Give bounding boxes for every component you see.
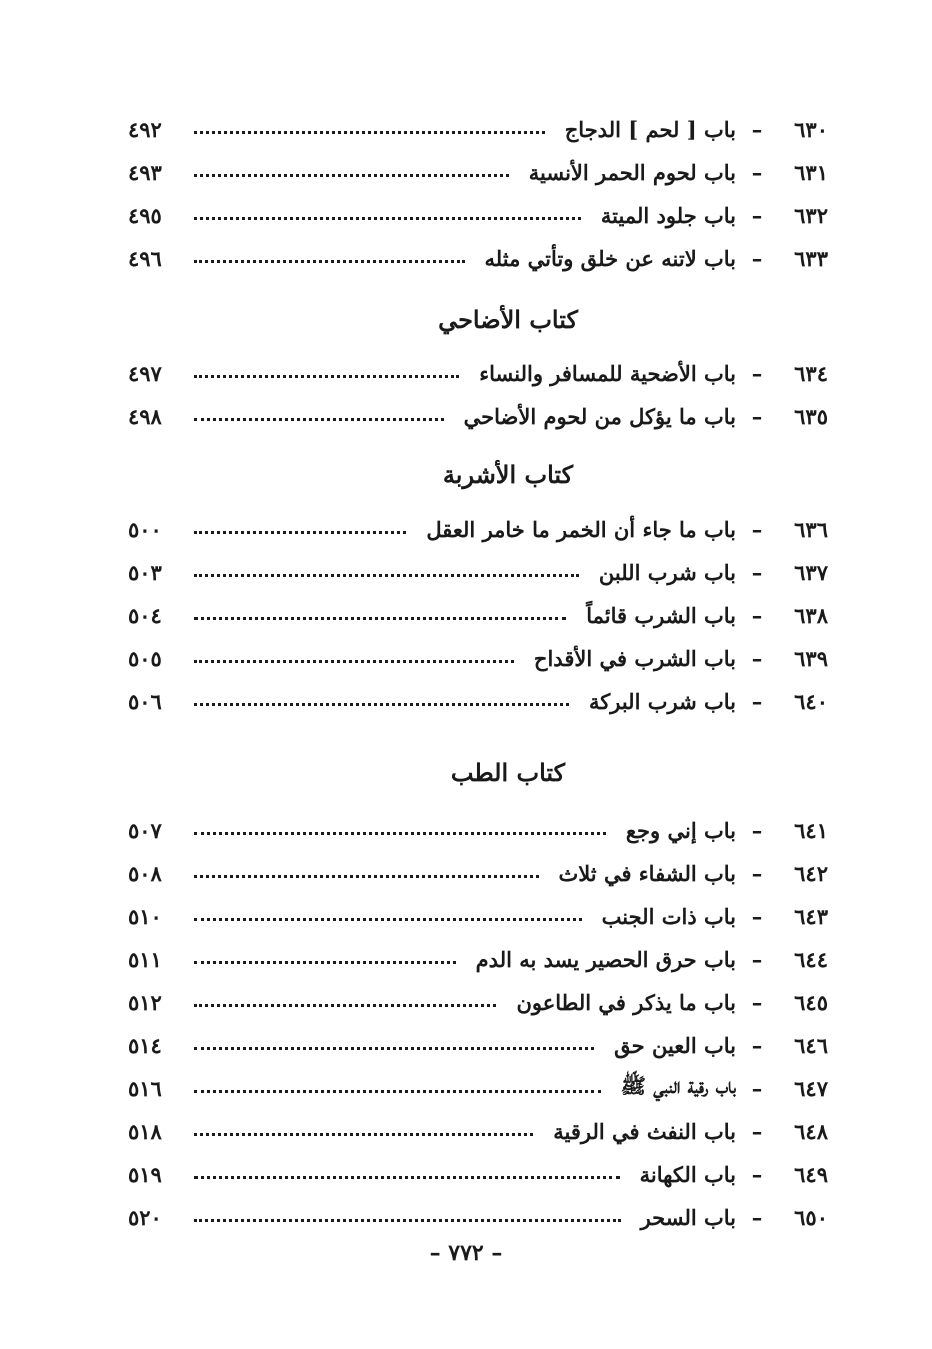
entry-dash: – xyxy=(751,990,763,1015)
entry-page: ٥٠٧ xyxy=(128,818,162,843)
toc-entry-644 xyxy=(128,938,828,981)
dot-leader xyxy=(194,918,582,921)
dot-leader xyxy=(194,1090,601,1093)
toc-entry-646 xyxy=(128,1024,828,1067)
entry-title: باب النفث في الرقية xyxy=(553,1119,736,1144)
entry-title: باب شرب اللبن xyxy=(598,560,736,585)
entry-dash: – xyxy=(751,947,763,972)
dot-leader xyxy=(194,217,581,220)
toc-entry-642 xyxy=(128,852,828,895)
entry-page: ٥٠٦ xyxy=(128,689,162,714)
dot-leader xyxy=(194,832,606,835)
section-heading-adahi: كتاب الأضاحي xyxy=(438,305,578,334)
toc-entry-636 xyxy=(128,508,828,551)
entry-number: ٦٣٩ xyxy=(794,646,828,671)
entry-dash: – xyxy=(751,404,763,429)
toc-entry-632 xyxy=(128,194,828,237)
entry-number: ٦٣١ xyxy=(794,160,828,185)
entry-title: باب حرق الحصير يسد به الدم xyxy=(475,947,736,972)
toc-entry-649 xyxy=(128,1153,828,1196)
entry-dash: – xyxy=(751,1162,763,1187)
entry-dash: – xyxy=(751,160,763,185)
entry-title: باب ما جاء أن الخمر ما خامر العقل xyxy=(426,517,736,542)
entry-page: ٥١٨ xyxy=(128,1119,162,1144)
dot-leader xyxy=(194,660,514,663)
entry-page: ٥١٦ xyxy=(128,1076,162,1101)
entry-title: باب الشرب في الأقداح xyxy=(533,646,736,671)
entry-page: ٥٠٣ xyxy=(128,560,162,585)
entry-page: ٤٩٣ xyxy=(128,160,162,185)
entry-page: ٥٠٠ xyxy=(128,517,162,542)
entry-number: ٦٤٠ xyxy=(794,689,828,714)
toc-entry-633 xyxy=(128,237,828,280)
entry-dash: – xyxy=(751,689,763,714)
toc-entry-638 xyxy=(128,594,828,637)
dot-leader xyxy=(194,1004,496,1007)
toc-entry-648 xyxy=(128,1110,828,1153)
dot-leader xyxy=(194,131,545,134)
entry-number: ٦٤٨ xyxy=(794,1119,828,1144)
entry-number: ٦٥٠ xyxy=(794,1205,828,1230)
dot-leader xyxy=(194,1047,594,1050)
entry-dash: – xyxy=(751,117,763,142)
entry-dash: – xyxy=(751,1205,763,1230)
entry-number: ٦٤٩ xyxy=(794,1162,828,1187)
dot-leader xyxy=(194,961,456,964)
entry-dash: – xyxy=(751,904,763,929)
entry-number: ٦٣٣ xyxy=(794,246,828,271)
entry-page: ٥٠٤ xyxy=(128,603,162,628)
section-heading-tibb: كتاب الطب xyxy=(450,758,566,787)
toc-entry-635 xyxy=(128,395,828,438)
toc-entry-641 xyxy=(128,809,828,852)
entry-page: ٥٠٨ xyxy=(128,861,162,886)
entry-title: باب الأضحية للمسافر والنساء xyxy=(479,361,736,386)
entry-title: باب الشرب قائماً xyxy=(586,603,736,628)
entry-title: باب لاتنه عن خلق وتأتي مثله xyxy=(484,246,736,271)
toc-entry-637 xyxy=(128,551,828,594)
dot-leader xyxy=(194,260,465,263)
entry-title: باب لحوم الحمر الأنسية xyxy=(528,160,736,185)
entry-title: باب رقية النبي ﷺ xyxy=(620,1073,736,1098)
entry-page: ٤٩٦ xyxy=(128,246,162,271)
entry-page: ٥١٢ xyxy=(128,990,162,1015)
entry-page: ٥١٤ xyxy=(128,1033,162,1058)
entry-title: باب الشفاء في ثلاث xyxy=(558,861,736,886)
entry-number: ٦٣٦ xyxy=(794,517,828,542)
entry-dash: – xyxy=(751,361,763,386)
entry-title: باب إني وجع xyxy=(625,818,736,843)
entry-page: ٥٠٥ xyxy=(128,646,162,671)
entry-page: ٥١٠ xyxy=(128,904,162,929)
dot-leader xyxy=(194,418,444,421)
toc-entry-639 xyxy=(128,637,828,680)
entry-page: ٥١٩ xyxy=(128,1162,162,1187)
entry-dash: – xyxy=(751,246,763,271)
dot-leader xyxy=(194,375,459,378)
entry-page: ٤٩٢ xyxy=(128,117,162,142)
dot-leader xyxy=(194,174,509,177)
entry-number: ٦٤٤ xyxy=(794,947,828,972)
entry-title: باب السحر xyxy=(640,1205,736,1230)
entry-page: ٤٩٥ xyxy=(128,203,162,228)
entry-dash: – xyxy=(751,517,763,542)
entry-number: ٦٤١ xyxy=(794,818,828,843)
entry-dash: – xyxy=(751,603,763,628)
entry-title: باب [ لحم ] الدجاج xyxy=(564,117,736,142)
entry-dash: – xyxy=(751,818,763,843)
dot-leader xyxy=(194,1176,620,1179)
entry-title: باب جلود الميتة xyxy=(600,203,736,228)
entry-number: ٦٣٨ xyxy=(794,603,828,628)
dot-leader xyxy=(194,875,539,878)
dot-leader xyxy=(194,1133,533,1136)
toc-entry-631 xyxy=(128,151,828,194)
entry-number: ٦٣٢ xyxy=(794,203,828,228)
entry-dash: – xyxy=(751,1033,763,1058)
toc-entry-647 xyxy=(128,1067,828,1110)
entry-dash: – xyxy=(751,861,763,886)
entry-number: ٦٤٦ xyxy=(794,1033,828,1058)
toc-entry-640 xyxy=(128,680,828,723)
entry-number: ٦٣٧ xyxy=(794,560,828,585)
toc-entry-650 xyxy=(128,1196,828,1239)
dot-leader xyxy=(194,617,566,620)
entry-page: ٥١١ xyxy=(128,947,162,972)
entry-title: باب ما يذكر في الطاعون xyxy=(516,990,736,1015)
page-number: – ٧٧٢ – xyxy=(429,1240,503,1266)
section-heading-ashriba: كتاب الأشربة xyxy=(442,460,574,489)
entry-title: باب ذات الجنب xyxy=(601,904,736,929)
entry-dash: – xyxy=(751,203,763,228)
dot-leader xyxy=(194,531,406,534)
entry-title: باب ما يؤكل من لحوم الأضاحي xyxy=(463,404,736,429)
entry-dash: – xyxy=(751,1076,763,1101)
entry-number: ٦٣٥ xyxy=(794,404,828,429)
entry-number: ٦٤٣ xyxy=(794,904,828,929)
dot-leader xyxy=(194,1219,621,1222)
toc-entry-645 xyxy=(128,981,828,1024)
entry-title: باب العين حق xyxy=(614,1033,736,1058)
entry-number: ٦٣٤ xyxy=(794,361,828,386)
entry-page: ٤٩٧ xyxy=(128,361,162,386)
table-of-contents xyxy=(128,108,828,1239)
dot-leader xyxy=(194,703,569,706)
entry-dash: – xyxy=(751,1119,763,1144)
toc-entry-630 xyxy=(128,108,828,151)
entry-number: ٦٤٥ xyxy=(794,990,828,1015)
dot-leader xyxy=(194,574,579,577)
entry-page: ٤٩٨ xyxy=(128,404,162,429)
entry-number: ٦٣٠ xyxy=(794,117,828,142)
entry-number: ٦٤٢ xyxy=(794,861,828,886)
entry-page: ٥٢٠ xyxy=(128,1205,162,1230)
entry-dash: – xyxy=(751,646,763,671)
toc-entry-643 xyxy=(128,895,828,938)
entry-number: ٦٤٧ xyxy=(794,1076,828,1101)
toc-entry-634 xyxy=(128,352,828,395)
entry-title: باب الكهانة xyxy=(639,1162,736,1187)
entry-title: باب شرب البركة xyxy=(589,689,736,714)
entry-dash: – xyxy=(751,560,763,585)
